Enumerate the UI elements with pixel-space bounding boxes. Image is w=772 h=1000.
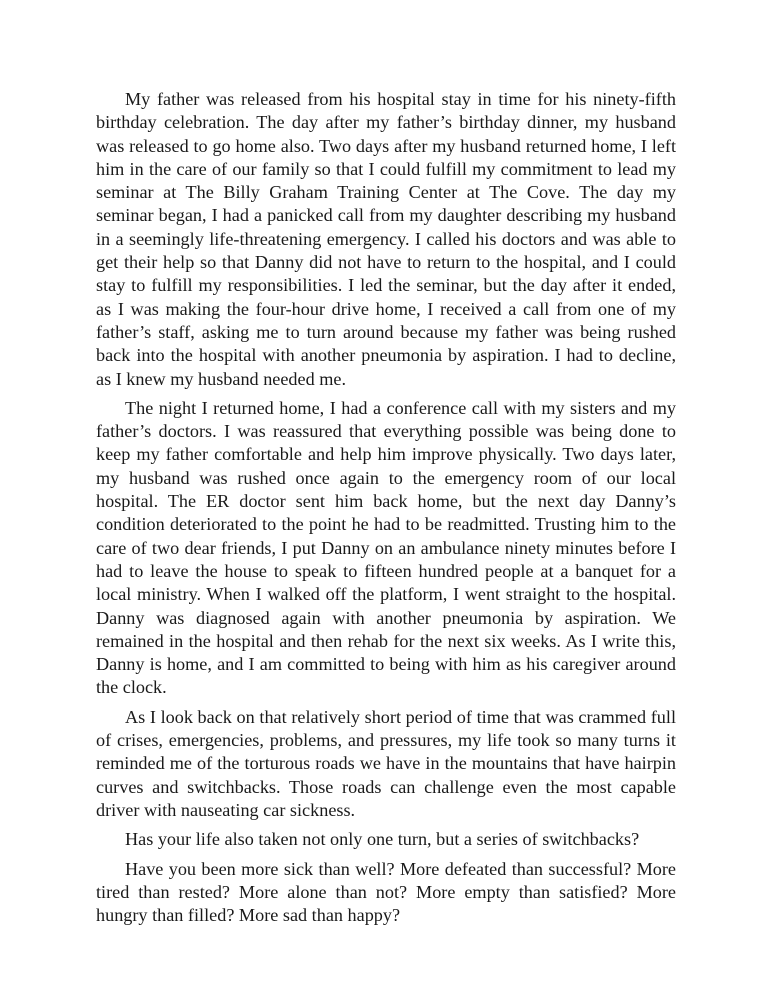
paragraph: As I look back on that relatively short period of time that was crammed full of crises, emergencies, problems, and pressures, my life took so many turns it reminded me of the torturous roads we have in the mountains that have hairpin curves and switchbacks. Those roads can challenge even the most capable driver with nauseating car sickness.	[96, 706, 676, 820]
paragraph: My father was released from his hospital stay in time for his ninety-fifth birthday celebration. The day after my father’s birthday dinner, my husband was released to go home also. Two days after my husband returned home, I left him in the care of our family so that I could fulfill my commitment to lead my seminar at The Billy Graham Training Center at The Cove. The day my seminar began, I had a panicked call from my daughter describing my husband in a seemingly life-threatening emergency. I called his doctors and was able to get their help so that Danny did not have to return to the hospital, and I could stay to fulfill my responsibilities. I led the seminar, but the day after it ended, as I was making the four-hour drive home, I received a call from one of my father’s staff, asking me to turn around because my father was being rushed back into the hospital with another pneumonia by aspiration. I had to decline, as I knew my husband needed me.	[96, 89, 676, 389]
paragraph: Have you been more sick than well? More defeated than successful? More tired than rested? More alone than not? More empty than satisfied? More hungry than filled? More sad than happy?	[96, 858, 676, 926]
paragraph: Has your life also taken not only one turn, but a series of switchbacks?	[125, 829, 640, 850]
document-page	[96, 88, 676, 933]
paragraph: The night I returned home, I had a conference call with my sisters and my father’s doctors. I was reassured that everything possible was being done to keep my father comfortable and help him improve physically. Two days later, my husband was rushed once again to the emergency room of our local hospital. The ER doctor sent him back home, but the next day Danny’s condition deteriorated to the point he had to be readmitted. Trusting him to the care of two dear friends, I put Danny on an ambulance ninety minutes before I had to leave the house to speak to fifteen hundred people at a banquet for a local ministry. When I walked off the platform, I went straight to the hospital. Danny was diagnosed again with another pneumonia by aspiration. We remained in the hospital and then rehab for the next six weeks. As I write this, Danny is home, and I am committed to being with him as his caregiver around the clock.	[96, 397, 676, 698]
